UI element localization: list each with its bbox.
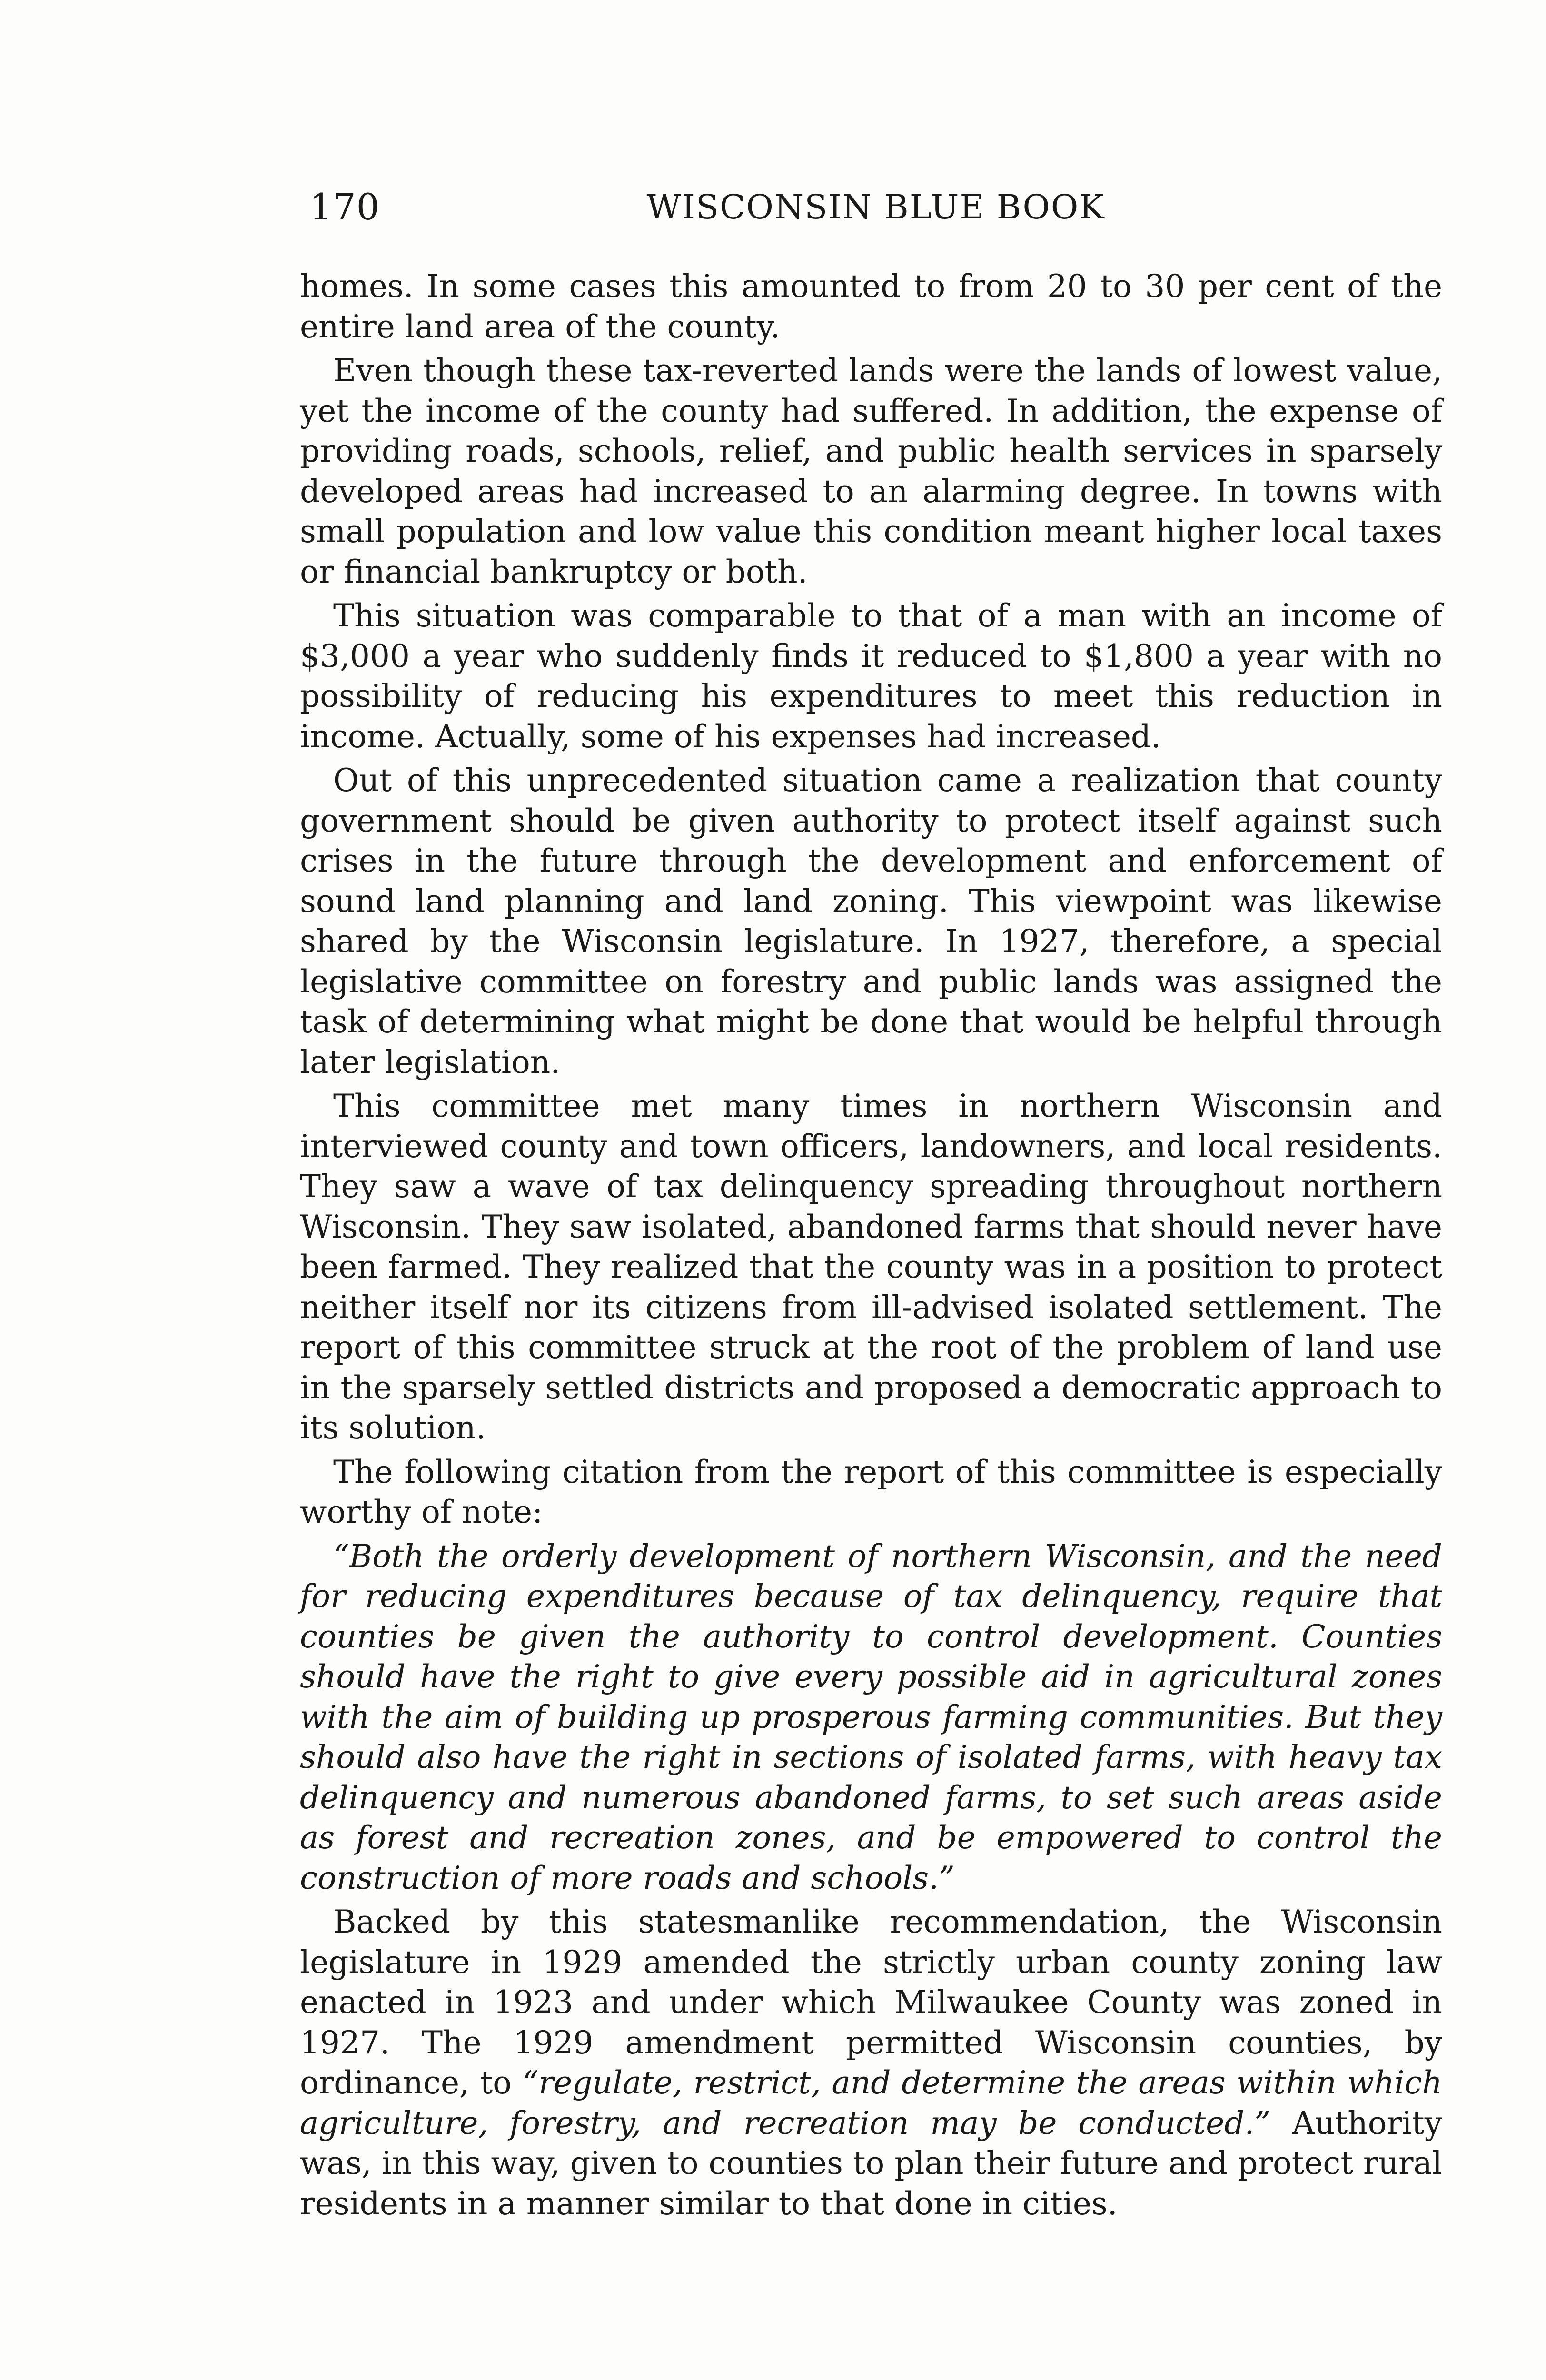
amendment-text: Backed by this statesmanlike recommendation, the Wisconsin legislature in 1929 amended the strictly urban county zoning law enacted in 1923 and under which Milwaukee County was zoned in 1927. The 1929 amendment permitted Wisconsin counties, by ordinance, to bbox=[300, 1904, 1442, 2101]
paragraph-committee: This committee met many times in northern Wisconsin and interviewed county and town officers, landowners, and local residents. They saw a wave of tax delinquency spreading throughout northern Wisconsin. They saw isolated, abandoned farms that should never have been farmed. They realized that the county was in a position to protect neither itself nor its citizens from ill-advised isolated settlement. The report of this committee struck at the root of the problem of land use in the sparsely settled districts and proposed a democratic approach to its solution. bbox=[300, 1088, 1442, 1446]
page-header bbox=[309, 183, 1442, 236]
paragraph-tax-reverted-lands: Even though these tax-reverted lands were the lands of lowest value, yet the income of the county had suffered. In addition, the expense of providing roads, schools, relief, and public health services in sparsely developed areas had increased to an alarming degree. In towns with small population and low value this condition meant higher local taxes or financial bankruptcy or both. bbox=[300, 352, 1442, 590]
paragraph-continued: homes. In some cases this amounted to from 20 to 30 per cent of the entire land area of the county. bbox=[300, 268, 1442, 345]
paragraph-amendment bbox=[300, 1902, 1442, 2224]
amendment-quote: “regulate, restrict, and determine the areas within which agriculture, forestry, and recreation may be conducted.” bbox=[300, 2064, 1442, 2142]
amendment-conclusion: Authority was, in this way, given to counties to plan their future and protect rural residents in a manner similar to that done in cities. bbox=[300, 2104, 1442, 2222]
page-number: 170 bbox=[309, 186, 380, 228]
paragraph-citation-intro: The following citation from the report of this committee is especially worthy of note: bbox=[300, 1453, 1442, 1530]
block-quotation: “Both the orderly development of northern Wisconsin, and the need for reducing expenditures because of tax delinquency, require that counties be given the authority to control development. Counties should have the right to give every possible aid in agricultural zones with the aim of building up prosperous farming communities. But they should also have the right in sections of isolated farms, with heavy tax delinquency and numerous abandoned farms, to set such areas aside as forest and recreation zones, and be empowered to control the construction of more roads and schools.” bbox=[300, 1537, 1442, 1896]
paragraph-realization: Out of this unprecedented situation came a realization that county government should be given authority to protect itself against such crises in the future through the development and enforcement of sound land planning and land zoning. This viewpoint was likewise shared by the Wisconsin legislature. In 1927, therefore, a special legislative committee on forestry and public lands was assigned the task of determining what might be done that would be helpful through later legislation. bbox=[300, 762, 1442, 1081]
page-body bbox=[300, 267, 1442, 2228]
running-title: WISCONSIN BLUE BOOK bbox=[646, 188, 1105, 227]
paragraph-income-comparison: This situation was comparable to that of a man with an income of $3,000 a year who suddenly finds it reduced to $1,800 a year with no possibility of reducing his expenditures to meet this reduction in income. Actually, some of his expenses had increased. bbox=[300, 597, 1442, 755]
